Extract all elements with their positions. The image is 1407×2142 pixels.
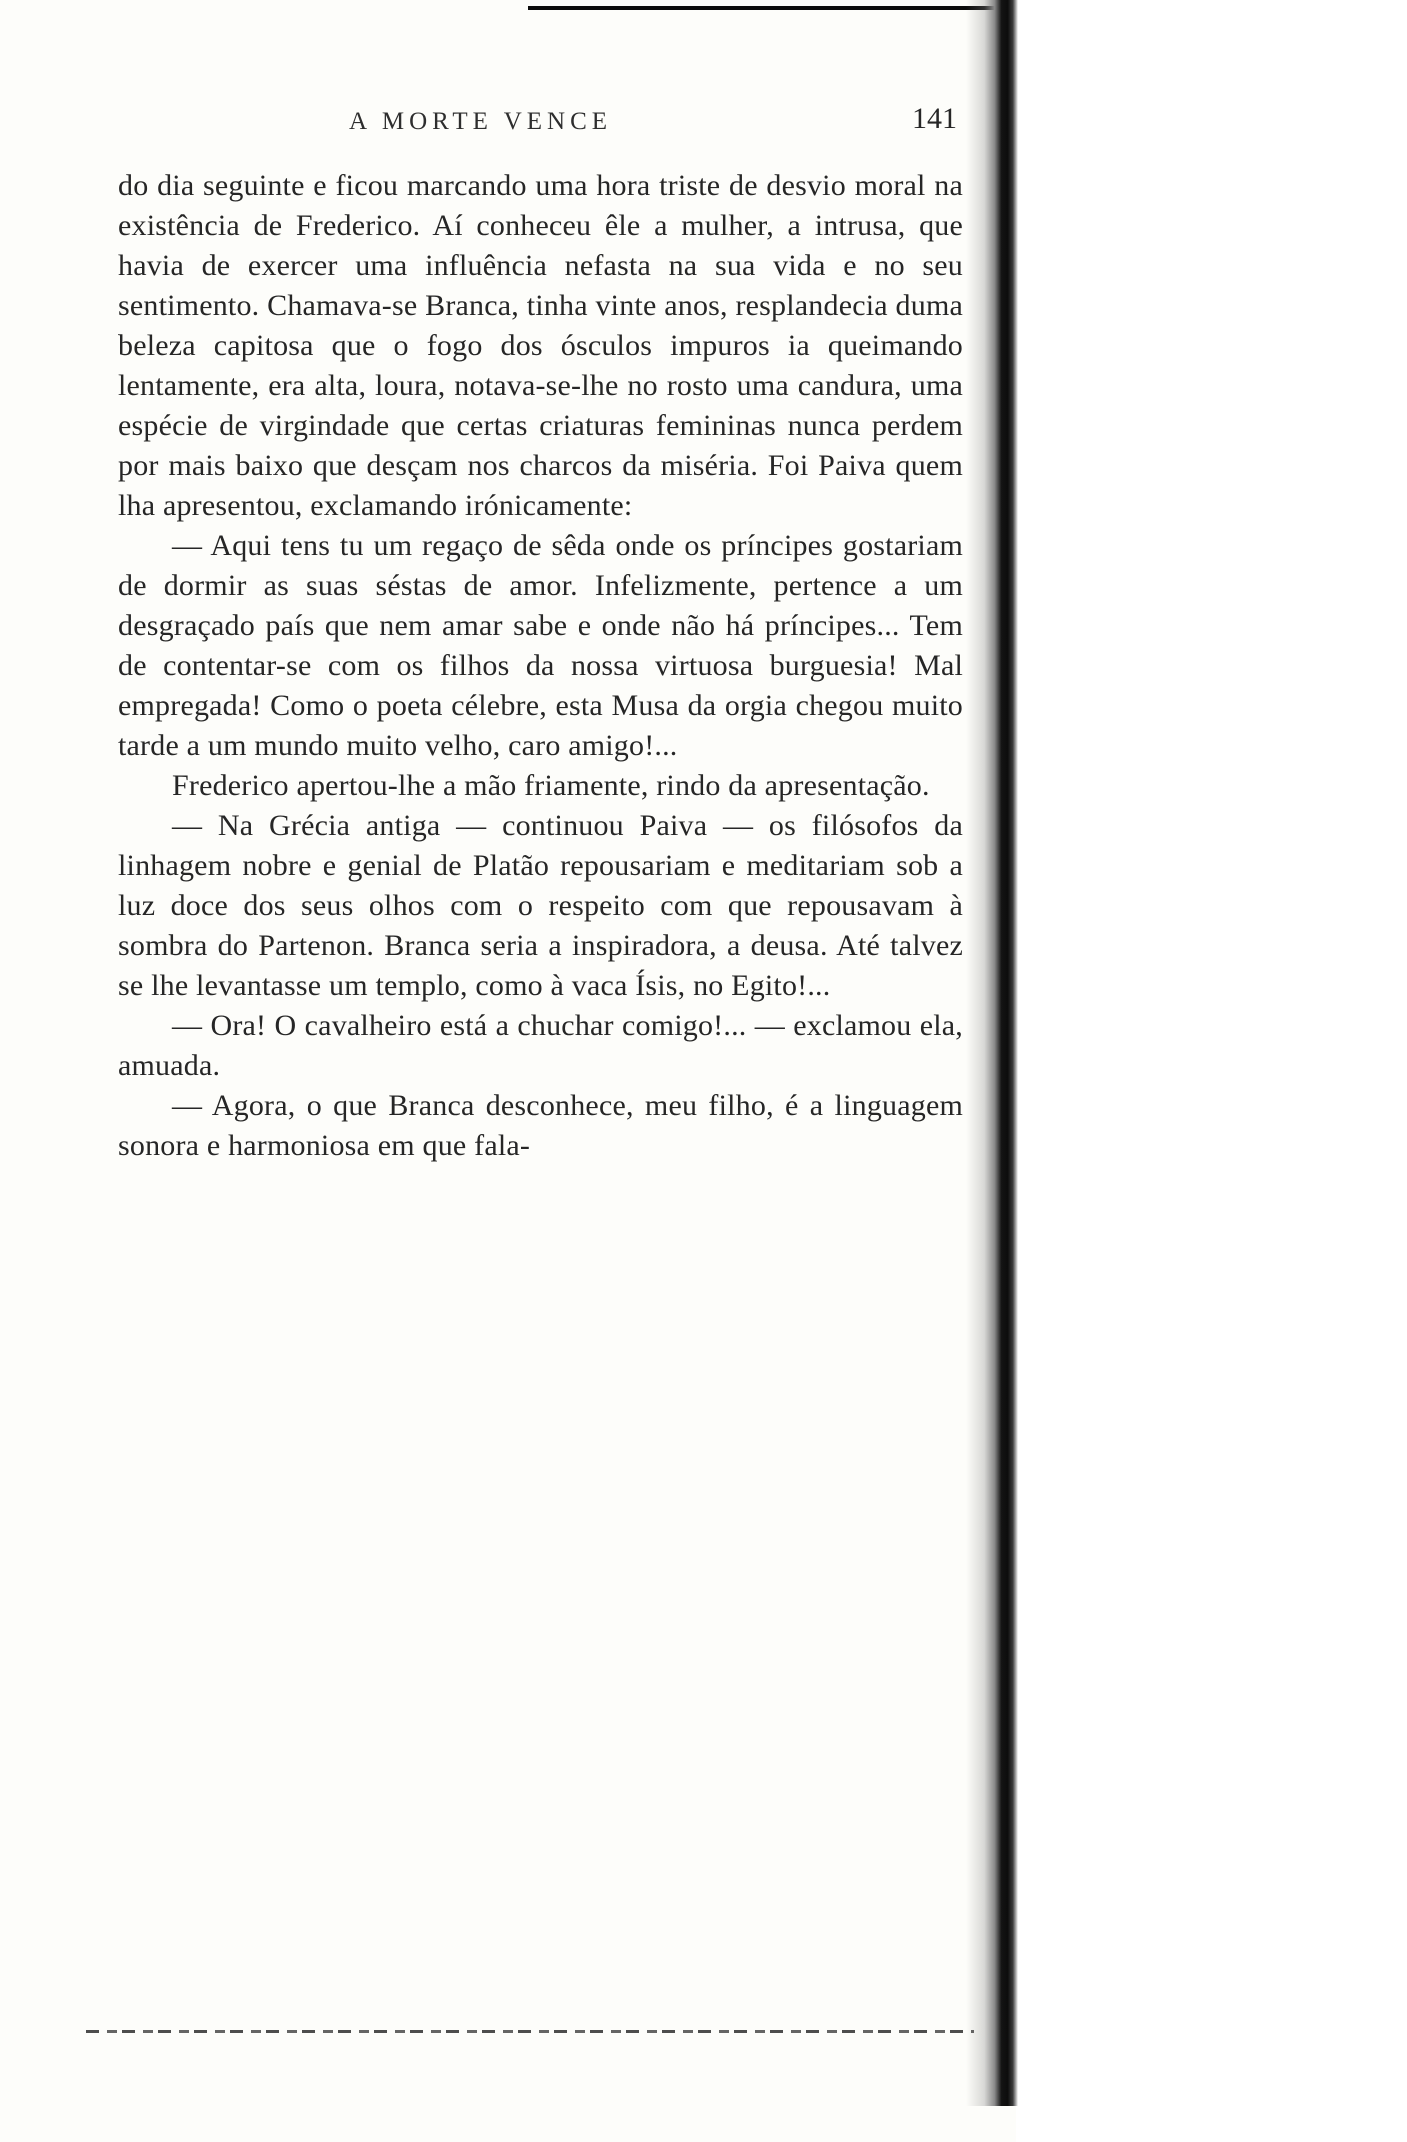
scan-artifact-top-line [528, 6, 1008, 10]
paragraph: — Na Grécia antiga — continuou Paiva — os filósofos da linhagem nobre e genial de Platão repousariam e meditariam sob a luz doce dos seus olhos com o respeito com que repousavam à sombra do Partenon. Branca seria a inspiradora, a deusa. Até talvez se lhe levantasse um templo, como à vaca Ísis, no Egito!... [118, 809, 963, 1002]
paragraph: Frederico apertou-lhe a mão friamente, rindo da apresentação. [172, 769, 930, 802]
paragraph: — Ora! O cavalheiro está a chuchar comigo!... — exclamou ela, amuada. [118, 1009, 963, 1082]
paragraph: — Agora, o que Branca desconhece, meu filho, é a linguagem sonora e harmoniosa em que fala- [118, 1089, 963, 1162]
binding-shadow [966, 0, 1018, 2106]
running-title: A MORTE VENCE [348, 108, 613, 135]
scan-artifact-bottom-line [86, 2030, 974, 2033]
paragraph: — Aqui tens tu um regaço de sêda onde os príncipes gostariam de dormir as suas séstas de amor. Infelizmente, pertence a um desgraçado país que nem amar sabe e onde não há príncipes... Tem de contentar-se com os filhos da nossa virtuosa burguesia! Mal empregada! Como o poeta célebre, esta Musa da orgia chegou muito tarde a um mundo muito velho, caro amigo!... [118, 529, 963, 762]
page-header [118, 102, 963, 144]
paragraph: do dia seguinte e ficou marcando uma hora triste de desvio moral na existência de Frederico. Aí conheceu êle a mulher, a intrusa, que havia de exercer uma influência nefasta na sua vida e no seu sentimento. Chamava-se Branca, tinha vinte anos, resplandecia duma beleza capitosa que o fogo dos ósculos impuros ia queimando lentamente, era alta, loura, notava-se-lhe no rosto uma candura, uma espécie de virgindade que certas criaturas femininas nunca perdem por mais baixo que desçam nos charcos da miséria. Foi Paiva quem lha apresentou, exclamando irónicamente: [118, 169, 963, 522]
page-number: 141 [912, 102, 957, 135]
page-body [118, 166, 963, 1166]
